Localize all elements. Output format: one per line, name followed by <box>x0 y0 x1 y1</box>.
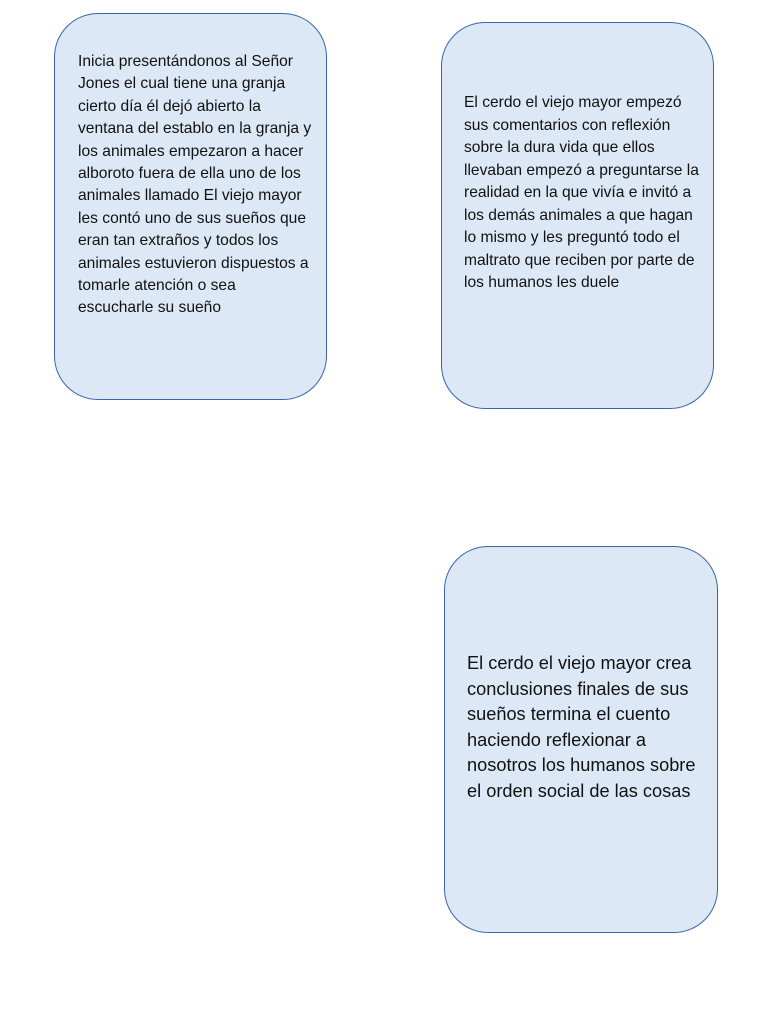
story-card-reflection-text: El cerdo el viejo mayor empezó sus comentarios con reflexión sobre la dura vida que ellos llevaban empezó a preguntarse la realidad en la que vivía e invitó a los demás animales a que hagan lo mismo y les preguntó todo el maltrato que reciben por parte de los humanos les duele <box>464 94 699 291</box>
story-card-intro <box>54 13 327 400</box>
story-card-conclusion <box>444 546 718 933</box>
story-card-conclusion-text: El cerdo el viejo mayor crea conclusiones finales de sus sueños termina el cuento haciendo reflexionar a nosotros los humanos sobre el orden social de las cosas <box>467 653 696 801</box>
story-card-reflection <box>441 22 714 409</box>
story-card-intro-text: Inicia presentándonos al Señor Jones el cual tiene una granja cierto día él dejó abierto la ventana del establo en la granja y los animales empezaron a hacer alboroto fuera de ella uno de los animales llamado El viejo mayor les contó uno de sus sueños que eran tan extraños y todos los animales estuvieron dispuestos a tomarle atención o sea escucharle su sueño <box>78 53 312 317</box>
